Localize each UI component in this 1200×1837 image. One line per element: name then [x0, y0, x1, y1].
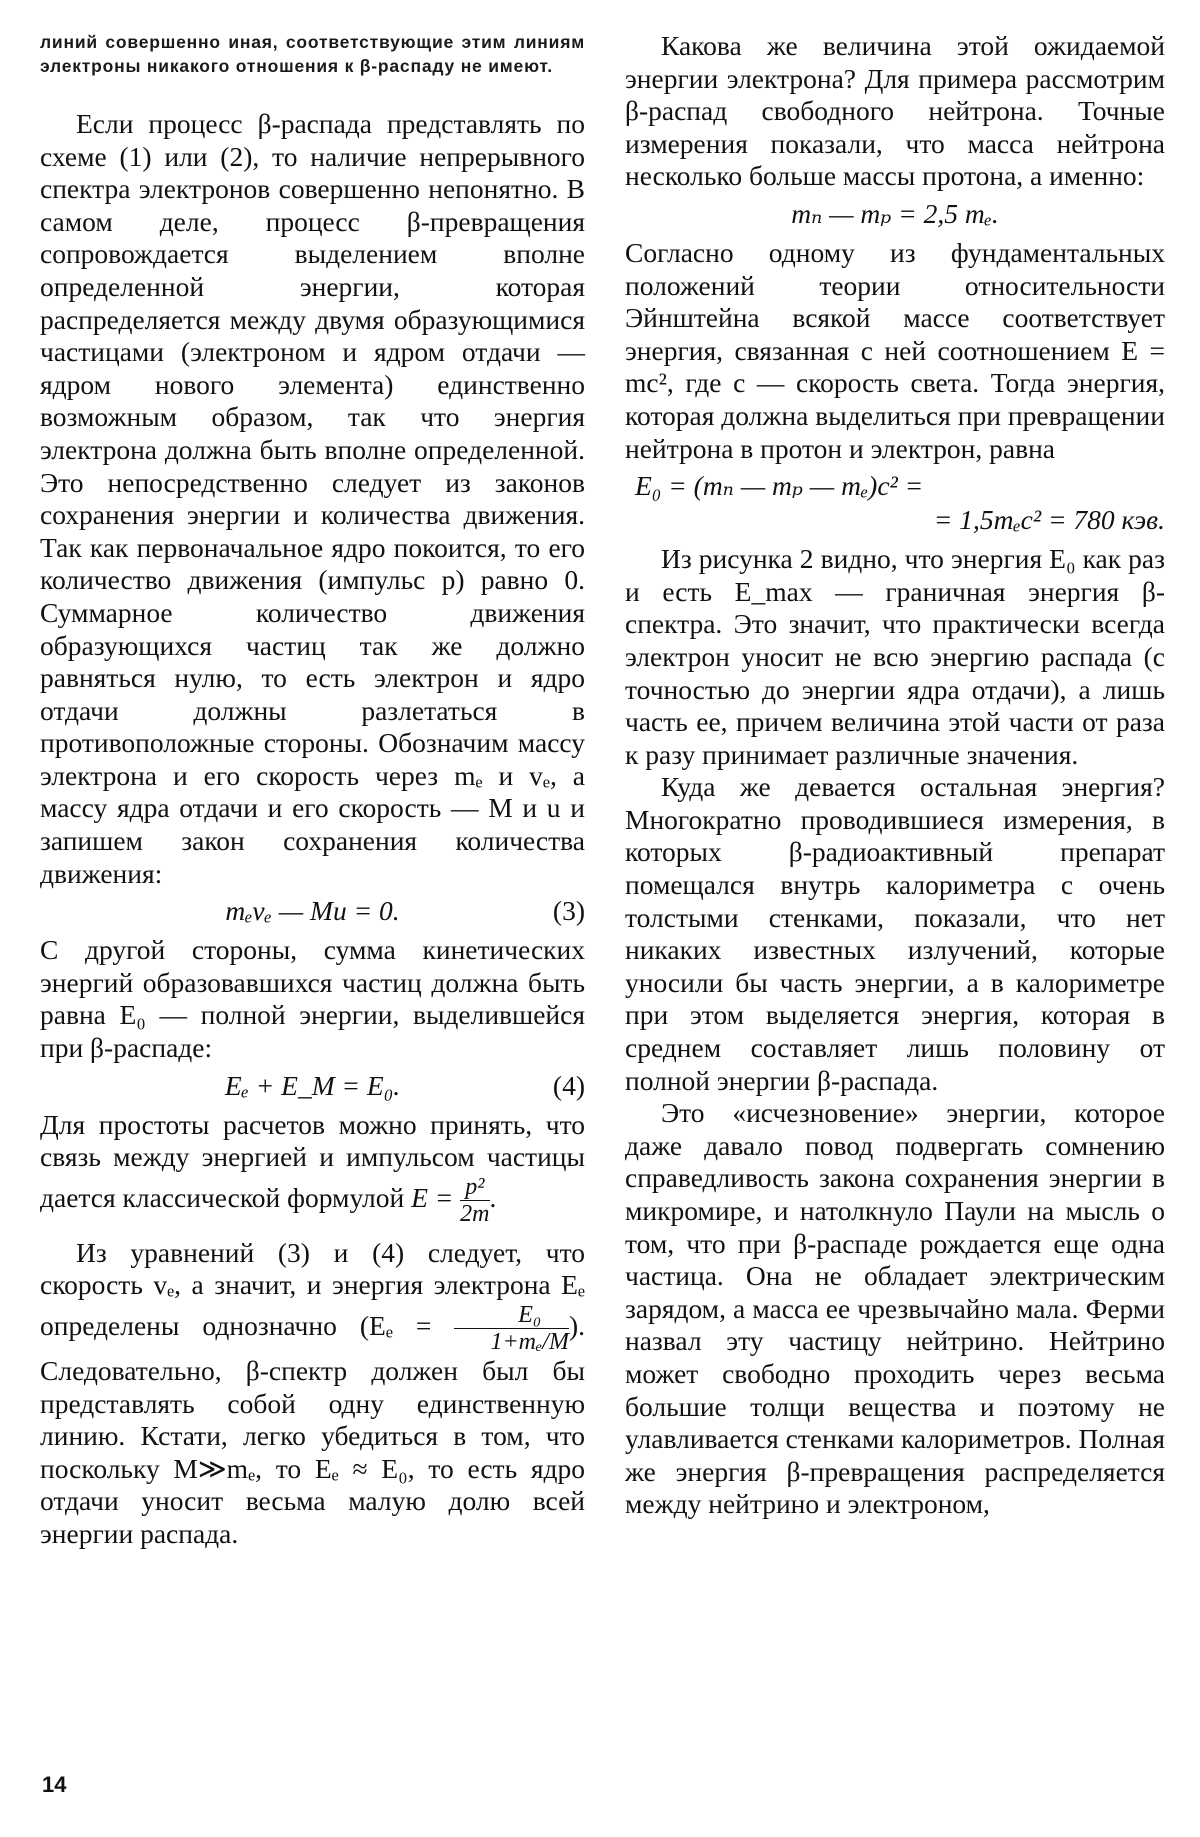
equation-4-body: Eₑ + E_M = E₀.	[224, 1069, 401, 1101]
classical-formula-end: .	[489, 1181, 497, 1213]
electron-energy-numerator: E₀	[454, 1302, 568, 1329]
classical-formula-fraction	[460, 1174, 489, 1227]
paragraph-classical-formula-text: Для простоты расчетов можно принять, что связь между энергией и импульсом частицы дается классической формулой	[40, 1108, 585, 1213]
classical-formula-lhs: E =	[411, 1181, 454, 1213]
equation-e0-line-1: E₀ = (mₙ — mₚ — mₑ)c² =	[635, 470, 924, 502]
left-column	[40, 30, 585, 1551]
figure-caption: линий совершенно иная, соответствующие этим линиям электроны никакого отношения к β-распаду не имеют.	[40, 32, 585, 76]
paragraph-expected-energy: Какова же величина этой ожидаемой энергии электрона? Для примера рассмотрим β-распад свободного нейтрона. Точные измерения показали, что масса нейтрона несколько больше массы протона, а именно:	[625, 30, 1165, 192]
paragraph-continuous-spectrum: Если процесс β-распада представлять по схеме (1) или (2), то наличие непрерывного спектра электронов совершенно непонятно. В самом деле, процесс β-превращения сопровождается выделением вполне определенной энергии, которая распределяется между двумя образующимися частицами (электроном и ядром отдачи — ядром нового элемента) единственно возможным образом, так что энергия электрона должна быть вполне определенной. Это непосредственно следует из законов сохранения энергии и количества движения. Так как первоначальное ядро покоится, то его количество движения (импульс p) равно 0. Суммарное количество движения образующихся частиц так же должно равняться нулю, то есть электрон и ядро отдачи должны разлетаться в противоположные стороны. Обозначим массу электрона и его скорость через mₑ и vₑ, а массу ядра отдачи и его скорость — M и u и запишем закон сохранения количества движения:	[40, 108, 585, 889]
paragraph-unique-line-start: Из уравнений (3) и (4) следует, что скорость vₑ, а значит, и энергия электрона Eₑ определены однозначно (Eₑ =	[40, 1236, 585, 1341]
paragraph-kinetic-energy: С другой стороны, сумма кинетических энергий образовавшихся частиц должна быть равна E₀ — полной энергии, выделившейся при β-распаде:	[40, 934, 585, 1064]
paragraph-missing-energy: Куда же девается остальная энергия? Многократно проводившиеся измерения, в которых β-радиоактивный препарат помещался внутрь калориметра с очень толстыми стенками, показали, что нет никаких известных излучений, которые уносили бы часть энергии, а в калориметре при этом выделяется энергия, которая в среднем составляет лишь половину от полной энергии β-распада.	[625, 771, 1165, 1096]
paragraph-boundary-energy: Из рисунка 2 видно, что энергия E₀ как раз и есть E_max — граничная энергия β-спектра. Это значит, что практически всегда электрон уносит не всю энергию распада (с точностью до энергии ядра отдачи), а лишь часть ее, причем величина этой части от раза к разу принимает различные значения.	[625, 543, 1165, 770]
paragraph-neutrino: Это «исчезновение» энергии, которое даже давало повод подвергать сомнению справедливость закона сохранения энергии в микромире, и натолкнуло Паули на мысль о том, что при β-распаде рождается еще одна частица. Она не обладает электрическим зарядом, а масса ее чрезвычайно мала. Ферми назвал эту частицу нейтрино. Нейтрино может свободно проходить через весьма большие толщи вещества и поэтому не улавливается стенками калориметров. Полная же энергия β-превращения распределяется между нейтрино и электроном,	[625, 1097, 1166, 1520]
equation-mass-difference: mₙ — mₚ = 2,5 mₑ.	[791, 197, 999, 229]
equation-3-number: (3)	[552, 895, 585, 927]
equation-3-body: mₑvₑ — Mu = 0.	[225, 895, 400, 927]
equation-3	[40, 894, 585, 928]
electron-energy-fraction	[454, 1302, 568, 1355]
equation-e0-line-2: = 1,5mₑc² = 780 кэв.	[933, 504, 1165, 536]
classical-formula-denominator: 2m	[460, 1200, 490, 1227]
paragraph-relativity: Согласно одному из фундаментальных положений теории относительности Эйнштейна всякой массе соответствует энергия, связанная с ней соотношением E = mc², где c — скорость света. Тогда энергия, которая должна выделиться при превращении нейтрона в протон и электрон, равна	[625, 236, 1165, 464]
right-column	[625, 30, 1165, 1521]
paragraph-unique-line	[40, 1237, 585, 1551]
equation-4	[40, 1069, 585, 1103]
equation-4-number: (4)	[552, 1069, 585, 1101]
page-number: 14	[42, 1772, 67, 1797]
paragraph-classical-formula	[40, 1109, 585, 1227]
paragraph-unique-line-end: ). Следовательно, β-спектр должен был бы представлять собой одну единственную линию. Кстати, легко убедиться в том, что поскольку M≫mₑ, то Eₑ ≈ E₀, то есть ядро отдачи уносит весьма малую долю всей энергии распада.	[40, 1309, 585, 1549]
electron-energy-denominator: 1+mₑ/M	[490, 1329, 569, 1355]
equation-e0	[625, 469, 1165, 537]
classical-formula-numerator: p²	[460, 1174, 489, 1201]
